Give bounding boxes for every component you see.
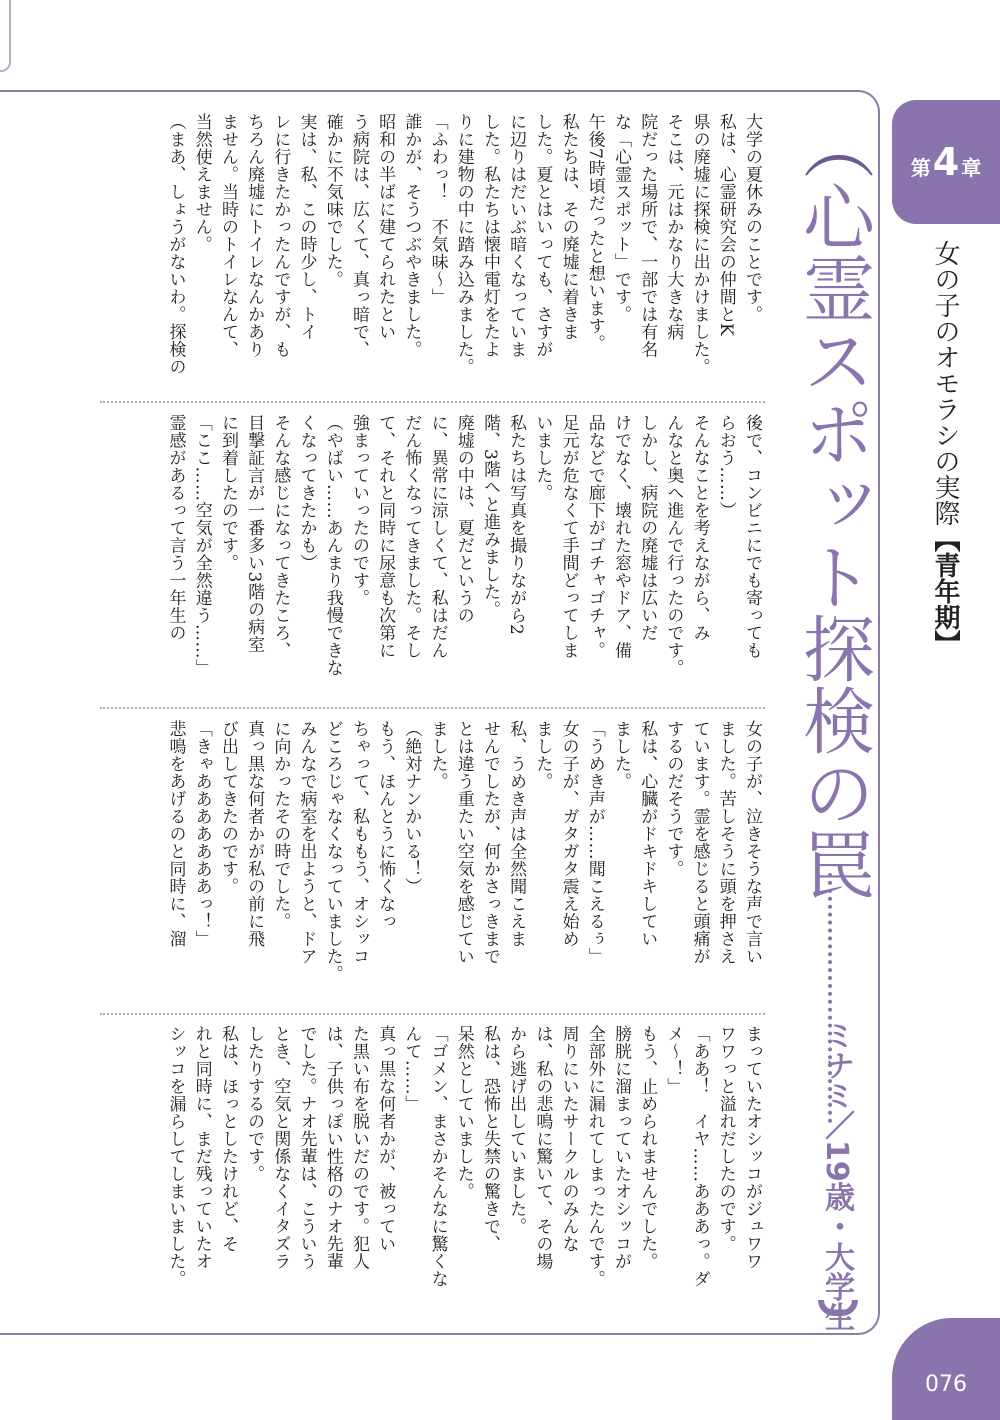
chapter-suffix: 章 [961,156,982,180]
story-byline: ミナミ／19歳・大学生 [819,1020,854,1332]
tier-divider [100,707,765,709]
body-text-tier-2: 後で、コンビニにでも寄っても らおう……） そんなことを考えながら、み んなと奥へ進んで行ったのです。 しかし、病院の廃墟は広いだ けでなく、壊れた窓やドア、備 品などで廊下がゴチャゴチャ。 足元が危なくて手間どってしま いました。 私たちは写真を撮りながら2 階、3階へと進みました。 廃墟の中は、夏だというの に、異常に涼しくて、私はだん だん怖くなってきました。そし て、それと同時に尿意も次第に 強まっていったのです。 （やばい……あんまり我慢できな くなってきたかも） そんな感じになってきたころ、 目撃証言が一番多い3階の病室 に到着したのです。 「ここ……空気が全然違う……」 霊感があるって言う一年生の [165,414,762,677]
running-title-period: 【青年期】 [930,526,960,656]
tier-divider [100,401,765,403]
body-text-tier-3: 女の子が、泣きそうな声で言い ました。苦しそうに頭を押さえ ています。霊を感じると頭痛が するのだそうです。 私は、心臓がドキドキしてい ました。 「うめき声が……聞こえるぅ」 女の子が、ガタガタ震え始め ました。 私、うめき声は全然聞こえま せんでしたが、何かさっきまで とは違う重たい空気を感じてい ました。 （絶対ナンかいる！） もう、ほんとうに怖くなっ ちゃって、私ももう、オシッコ どころじゃなくなっていました。 みんなで病室を出ようと、ドア に向かったその時でした。 真っ黒な何者かが私の前に飛 び出してきたのです。 「きゃあああああああっ！」 悲鳴をあげるのと同時に、溜 [165,720,762,983]
story-title [790,108,876,900]
chapter-tab [892,100,1000,224]
body-text-tier-4: まっていたオシッコがジュワワ ワワっと溢れだしたのです。 「ああ！ イヤ……あああっ。ダ メ〜！」 もう、止められませんでした。 膀胱に溜まっていたオシッコが 全部外に漏れてしまったんです。 周りにいたサークルのみんな は、私の悲鳴に驚いて、その場 から逃げ出していました。 私は、恐怖と失禁の驚きで、 呆然としていました。 「ゴメン、まさかそんなに驚くな んて……」 真っ黒な何者かが、被ってい た黒い布を脱いだのです。犯人 は、子供っぽい性格のナオ先輩 でした。ナオ先輩は、こういう とき、空気と関係なくイタズラ したりするのです。 私は、ほっとしたけれど、そ れと同時に、まだ残っていたオ シッコを漏らしてしまいました。 [165,1025,762,1288]
chapter-number: 4 [932,140,960,184]
running-title-main: 女の子のオモラシの実際 [930,240,960,526]
title-open-bracket: （ [791,108,875,180]
title-text: 心霊スポット探検の罠 [791,180,875,900]
corner-decoration [0,0,11,72]
body-text-tier-1: 大学の夏休みのことです。 私は、心霊研究会の仲間とK 県の廃墟に探検に出かけました。 そこは、元はかなり大きな病 院だった場所で、一部では有名 な「心霊スポット」です。 午後7時頃だったと想います。 私たちは、その廃墟に着きま した。夏とはいっても、さすが に辺りはだいぶ暗くなっていま した。私たちは懐中電灯をたよ りに建物の中に踏み込みました。 「ふわっ！ 不気味〜」 誰かが、そうつぶやきました。 昭和の半ばに建てられたとい う病院は、広くて、真っ暗で、 確かに不気味でした。 実は、私、この時少し、トイ レに行きたかったんですが、も ちろん廃墟にトイレなんかあり ません。当時のトイレなんて、 当然使えません。 （まあ、しょうがないわ。探検の [165,113,762,376]
page-number: 076 [925,1371,967,1397]
chapter-label [911,140,981,184]
chapter-prefix: 第 [910,156,931,180]
running-title [925,240,965,656]
page-number-tab [892,1318,1000,1420]
tier-divider [100,1013,765,1015]
